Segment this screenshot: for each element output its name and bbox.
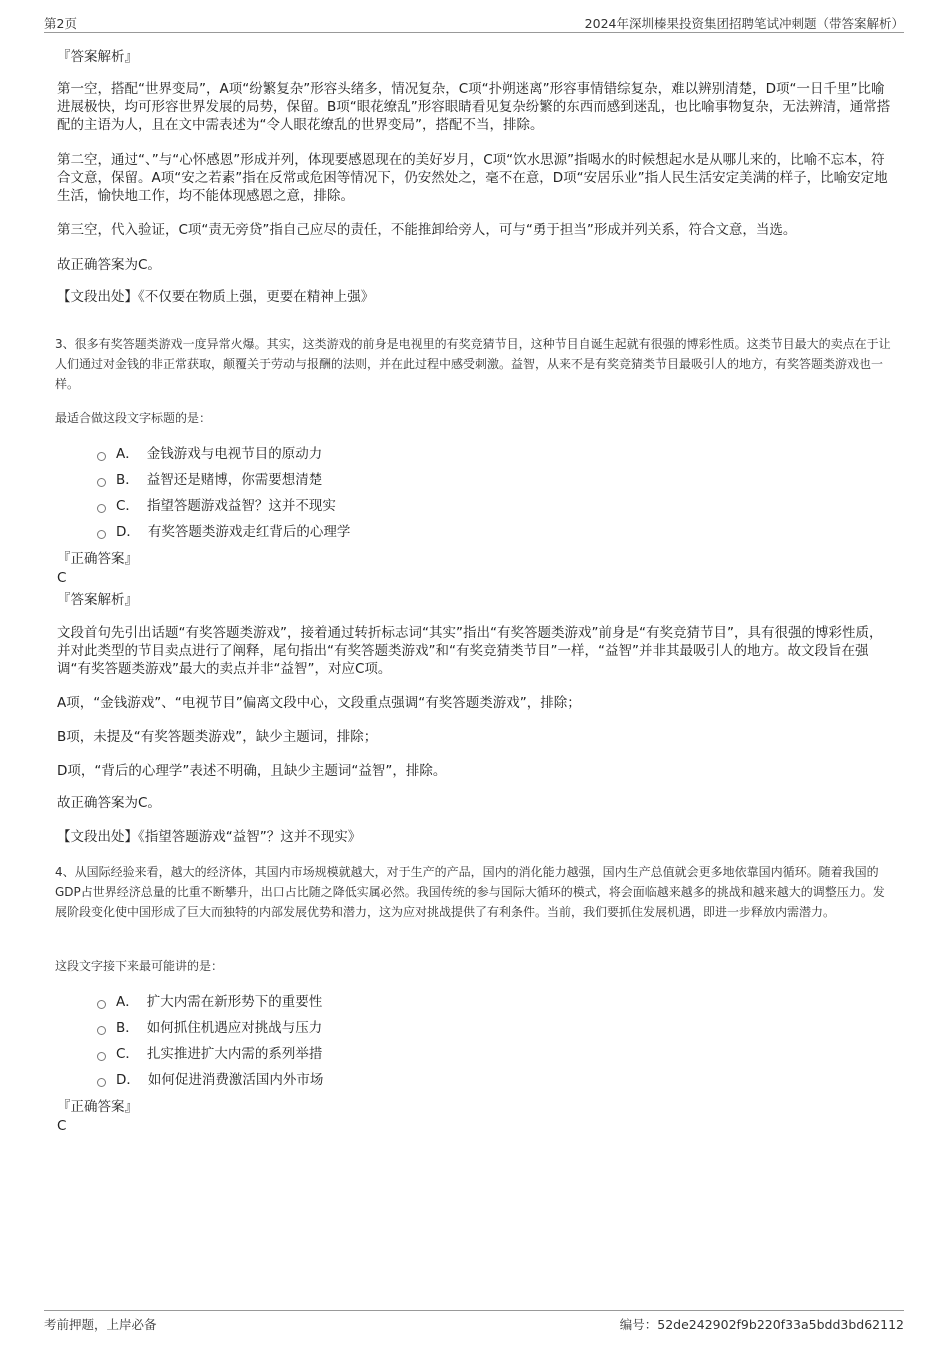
q4-prompt: 这段文字接下来最可能讲的是： xyxy=(55,959,224,973)
q3-option-d[interactable]: D． 有奖答题类游戏走红背后的心理学 xyxy=(97,522,350,542)
q3-analysis-a4: D项，“背后的心理学”表述不明确，且缺少主题词“益智”，排除。 xyxy=(57,763,447,779)
radio-icon[interactable] xyxy=(97,1078,106,1087)
q2-analysis-p2: 第二空，通过“、”与“心怀感恩”形成并列，体现要感恩现在的美好岁月，C项“饮水思源”指喝水的时候想起水是从哪儿来的，比喻不忘本，符合文意，保留。A项“安之若素”指在反常或危困等情况下，仍安然处之，毫不在意，D项“安居乐业”指人民生活安定美满的样子，比喻安定地生活，愉快地工作，均不能体现感恩之意，排除。 xyxy=(57,152,888,204)
q3-option-b[interactable]: B． 益智还是赌博，你需要想清楚 xyxy=(97,470,322,490)
q3-answer: C xyxy=(57,570,67,586)
q4-option-c[interactable]: C． 扎实推进扩大内需的系列举措 xyxy=(97,1044,322,1064)
q3-answer-label: 『正确答案』 xyxy=(57,551,138,567)
q3-analysis-label: 『答案解析』 xyxy=(57,592,138,608)
radio-icon[interactable] xyxy=(97,530,106,539)
radio-icon[interactable] xyxy=(97,504,106,513)
footer-slogan: 考前押题，上岸必备 xyxy=(44,1317,157,1332)
q3-option-c[interactable]: C． 指望答题游戏益智？这并不现实 xyxy=(97,496,336,516)
radio-icon[interactable] xyxy=(97,452,106,461)
q4-stem: 4、从国际经验来看，越大的经济体，其国内市场规模就越大，对于生产的产品，国内的消化能力越强，国内生产总值就会更多地依靠国内循环。随着我国的GDP占世界经济总量的比重不断攀升，出口占比随之降低实属必然。我国传统的参与国际大循环的模式，将会面临越来越多的挑战和越来越大的调整压力。发展阶段变化使中国形成了巨大而独特的内部发展优势和潜力，这为应对挑战提供了有利条件。当前，我们要抓住发展机遇，即进一步释放内需潜力。 xyxy=(55,865,885,919)
q4-option-d[interactable]: D． 如何促进消费激活国内外市场 xyxy=(97,1070,323,1090)
q3-analysis-a1: 文段首句先引出话题“有奖答题类游戏”，接着通过转折标志词“其实”指出“有奖答题类游戏”前身是“有奖竞猜节目”，具有很强的博彩性质，并对此类型的节目卖点进行了阐释，尾句指出“有奖答题类游戏”和“有奖竞猜类节目”一样，“益智”并非其最吸引人的地方。故文段旨在强调“有奖答题类游戏”最大的卖点并非“益智”，对应C项。 xyxy=(57,625,883,677)
radio-icon[interactable] xyxy=(97,478,106,487)
q2-analysis-p3: 第三空，代入验证，C项“责无旁贷”指自己应尽的责任，不能推卸给旁人，可与“勇于担当”形成并列关系，符合文意，当选。 xyxy=(57,222,797,238)
page-header xyxy=(44,14,904,33)
page-number: 第2页 xyxy=(44,16,77,31)
radio-icon[interactable] xyxy=(97,1052,106,1061)
radio-icon[interactable] xyxy=(97,1026,106,1035)
q3-conclusion: 故正确答案为C。 xyxy=(57,795,161,811)
q3-prompt: 最适合做这段文字标题的是： xyxy=(55,411,212,425)
radio-icon[interactable] xyxy=(97,1000,106,1009)
q3-analysis-a2: A项，“金钱游戏”、“电视节目”偏离文段中心，文段重点强调“有奖答题类游戏”，排除； xyxy=(57,695,581,711)
q3-stem: 3、很多有奖答题类游戏一度异常火爆。其实，这类游戏的前身是电视里的有奖竞猜节目，这种节目自诞生起就有很强的博彩性质。这类节目最大的卖点在于让人们通过对金钱的非正常获取，颠覆关于劳动与报酬的法则，并在此过程中感受刺激。益智，从来不是有奖竞猜类节目最吸引人的地方，有奖答题类游戏也一样。 xyxy=(55,337,891,391)
q3-analysis-a3: B项，未提及“有奖答题类游戏”，缺少主题词，排除； xyxy=(57,729,378,745)
q4-answer: C xyxy=(57,1118,67,1134)
document-title: 2024年深圳榛果投资集团招聘笔试冲刺题（带答案解析） xyxy=(584,16,904,31)
q4-answer-label: 『正确答案』 xyxy=(57,1099,138,1115)
page-footer xyxy=(44,1310,904,1335)
q2-conclusion: 故正确答案为C。 xyxy=(57,257,161,273)
q4-option-b[interactable]: B． 如何抓住机遇应对挑战与压力 xyxy=(97,1018,322,1038)
q4-option-a[interactable]: A． 扩大内需在新形势下的重要性 xyxy=(97,992,322,1012)
q2-analysis-label: 『答案解析』 xyxy=(57,49,138,65)
q2-analysis-p1: 第一空，搭配“世界变局”，A项“纷繁复杂”形容头绪多，情况复杂，C项“扑朔迷离”形容事情错综复杂，难以辨别清楚，D项“一日千里”比喻进展极快，均可形容世界发展的局势，保留。B项“眼花缭乱”形容眼睛看见复杂纷繁的东西而感到迷乱，也比喻事物复杂，无法辨清，通常搭配的主语为人，且在文中需表述为“令人眼花缭乱的世界变局”，搭配不当，排除。 xyxy=(57,81,891,133)
q3-option-a[interactable]: A． 金钱游戏与电视节目的原动力 xyxy=(97,444,322,464)
q3-source: 【文段出处】《指望答题游戏“益智”？这并不现实》 xyxy=(57,829,362,845)
q2-source: 【文段出处】《不仅要在物质上强，更要在精神上强》 xyxy=(57,289,375,305)
document-id: 编号：52de242902f9b220f33a5bdd3bd62112 xyxy=(619,1317,904,1332)
